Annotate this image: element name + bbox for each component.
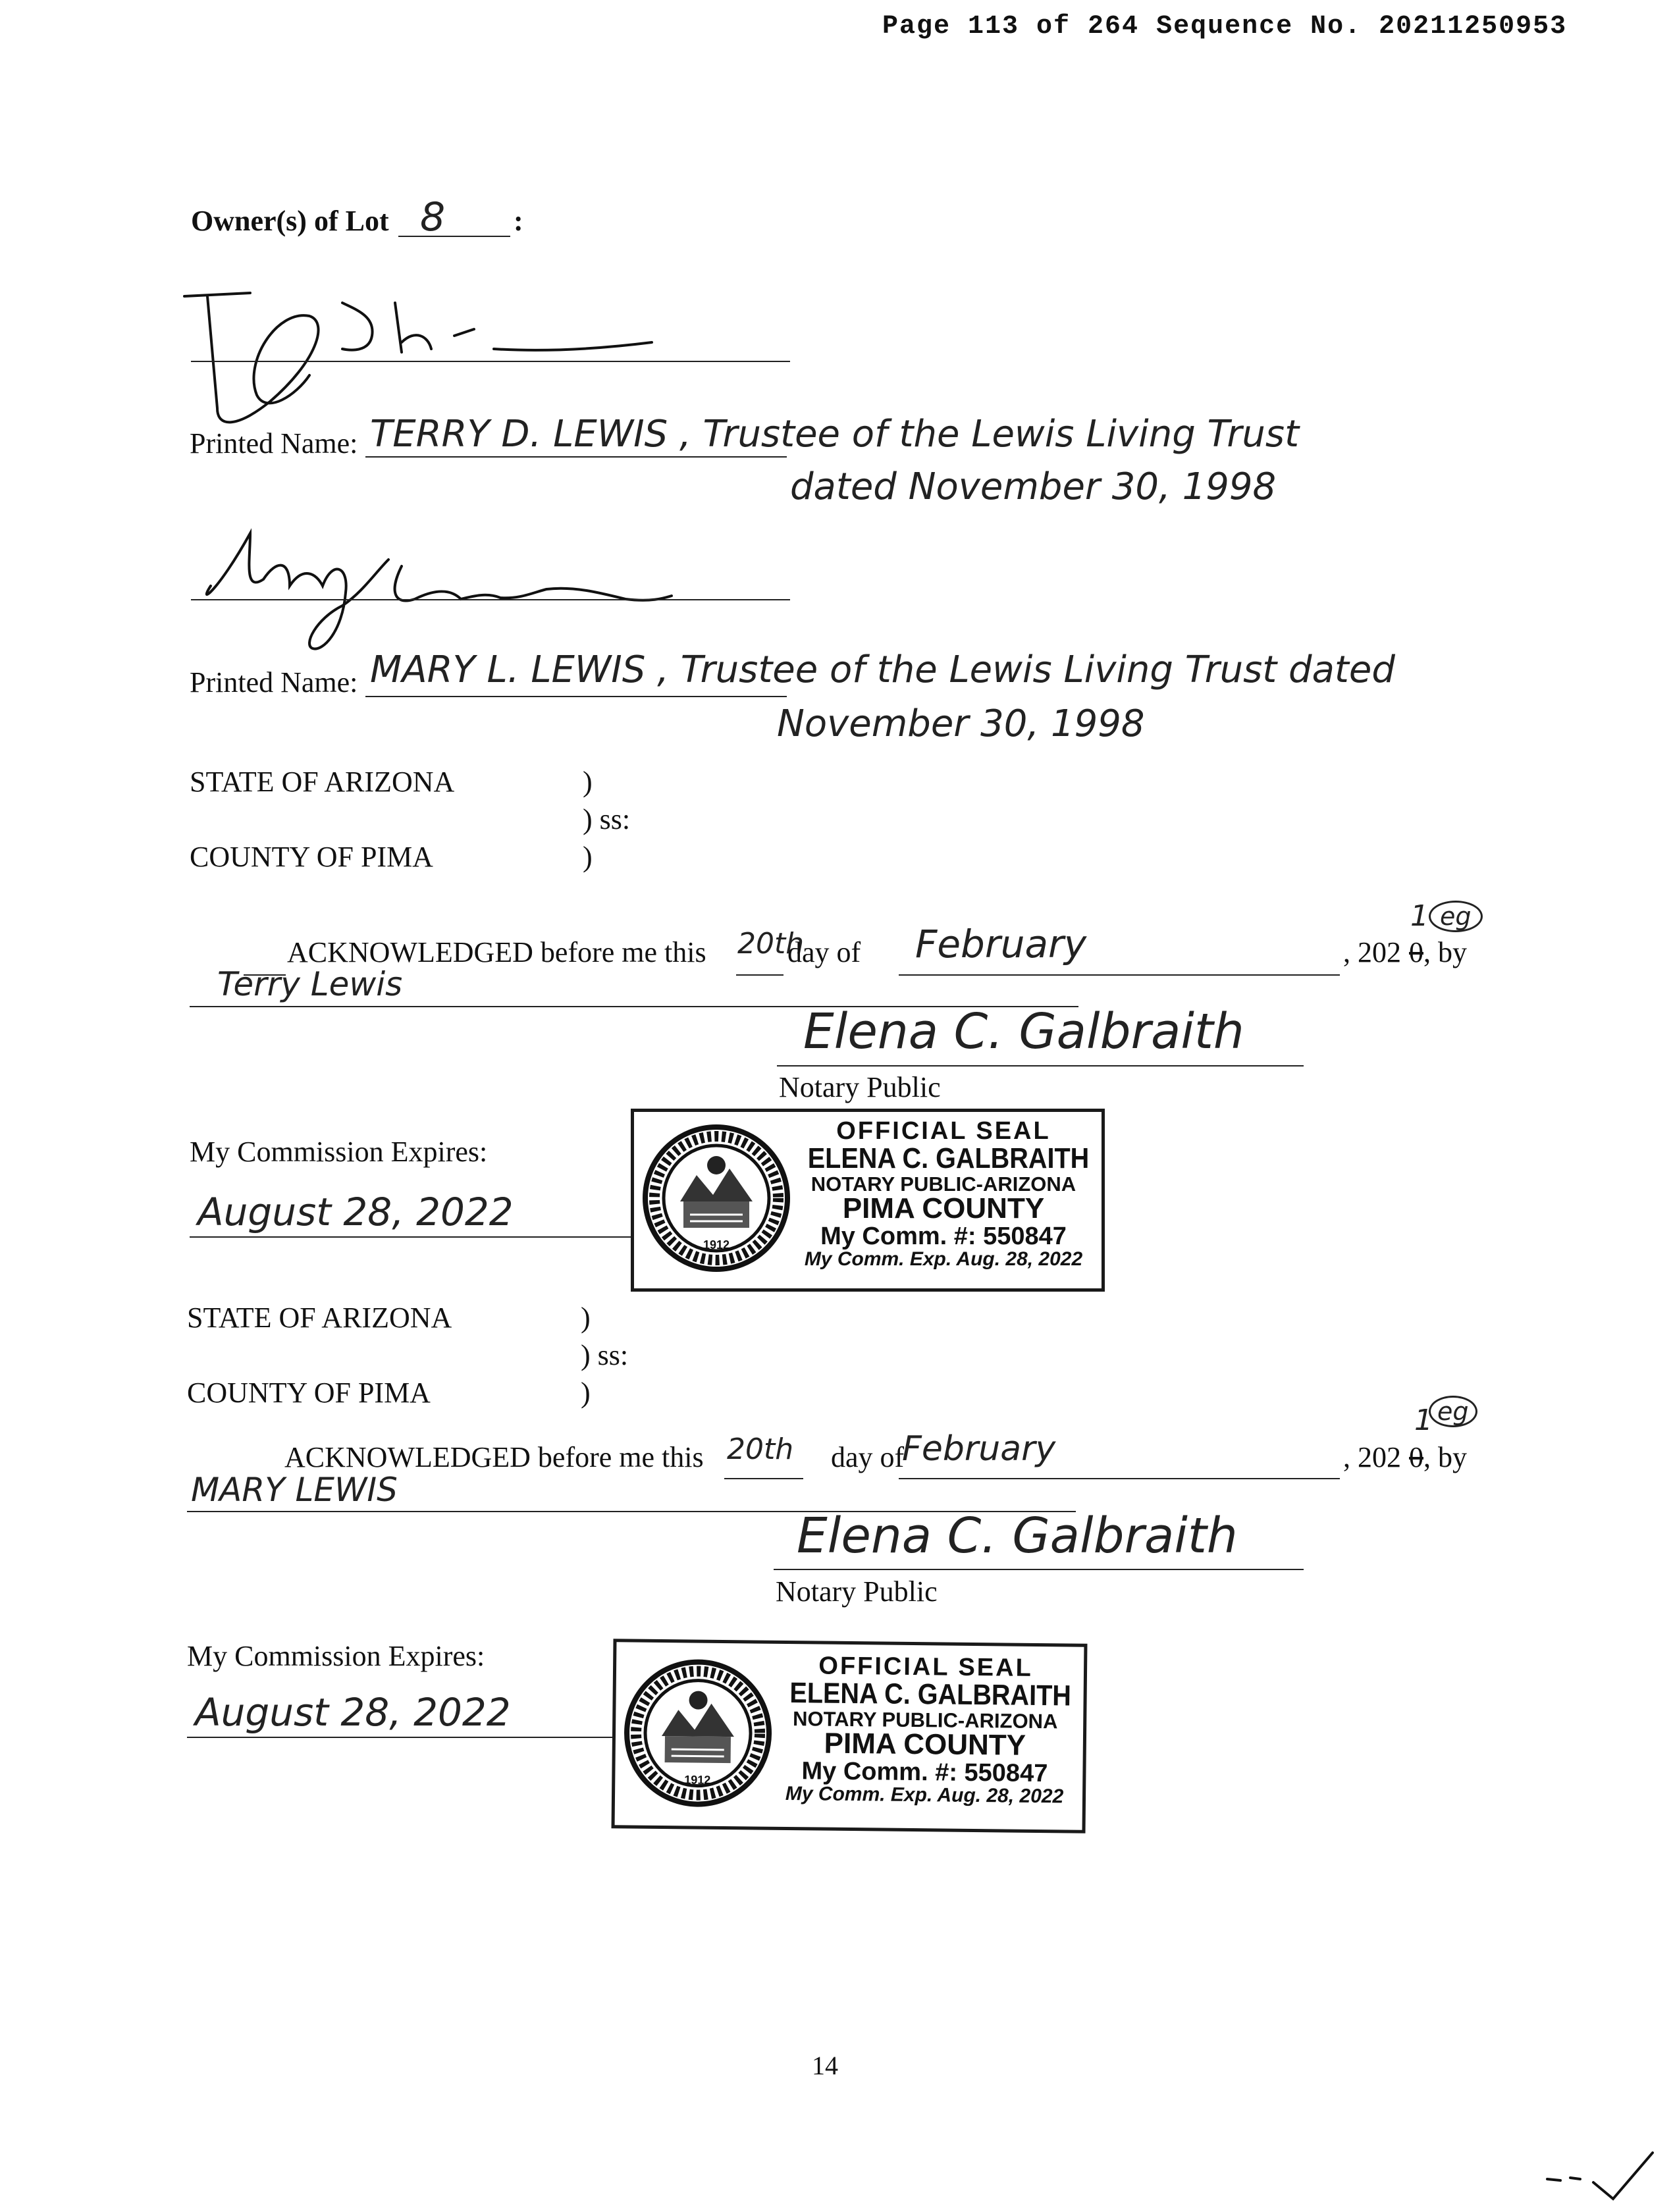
notary-signature-line-2: [774, 1569, 1304, 1570]
seal-title: OFFICIAL SEAL: [818, 1652, 1034, 1682]
emblem-year: 1912: [703, 1238, 730, 1251]
seal-notary-state: NOTARY PUBLIC-ARIZONA: [810, 1172, 1076, 1196]
ack-year-prefix-2: , 202: [1343, 1441, 1401, 1473]
notary-seal-2: [612, 1639, 1088, 1833]
printed-name-label-2: Printed Name:: [190, 666, 358, 698]
county-label-1: COUNTY OF PIMA: [190, 841, 433, 873]
checkmark-icon: [1541, 2140, 1659, 2205]
paren-2a: ): [581, 1302, 591, 1334]
state-label-2: STATE OF ARIZONA: [187, 1302, 452, 1334]
seal-title: OFFICIAL SEAL: [836, 1117, 1051, 1145]
county-label-2: COUNTY OF PIMA: [187, 1377, 431, 1409]
seal-county: PIMA COUNTY: [842, 1192, 1045, 1225]
printed-name-1-line1: TERRY D. LEWIS , Trustee of the Lewis Living Trust: [370, 413, 1300, 456]
ack-year-prefix-1: , 202: [1343, 936, 1401, 968]
ack-name-2: MARY LEWIS: [191, 1471, 398, 1509]
ack-by-2: , by: [1423, 1441, 1467, 1473]
ack-text-1: ACKNOWLEDGED before me this: [287, 936, 706, 968]
signature-scribble-1: [178, 276, 678, 434]
printed-name-line-2: [365, 696, 787, 697]
notary-seal-1: [631, 1109, 1105, 1292]
seal-comm-number: My Comm. #: 550847: [820, 1223, 1067, 1251]
seal-text-1: [792, 1119, 1095, 1269]
commission-label-2: My Commission Expires:: [187, 1640, 485, 1672]
ss-label-1: ) ss:: [583, 803, 631, 835]
ack-day-2: 20th: [727, 1433, 794, 1466]
signature-line-2: [191, 599, 790, 600]
seal-comm-number: My Comm. #: 550847: [801, 1757, 1048, 1788]
ack-year-correction-2: 1: [1414, 1404, 1433, 1437]
ack-day-of-2: day of: [831, 1441, 905, 1473]
notary-signature-2: Elena C. Galbraith: [797, 1508, 1238, 1564]
ack-month-2: February: [902, 1429, 1056, 1469]
commission-date-1: August 28, 2022: [198, 1190, 514, 1234]
printed-name-line-1: [365, 456, 787, 458]
ack-day-of-1: day of: [787, 936, 861, 968]
state-emblem-icon: [622, 1656, 774, 1809]
paren-1b: ): [583, 841, 593, 873]
owner-lot-colon: :: [514, 205, 523, 237]
seal-comm-expiration: My Comm. Exp. Aug. 28, 2022: [804, 1248, 1083, 1270]
printed-name-label-1: Printed Name:: [190, 427, 358, 460]
ack-month-line-2: [899, 1478, 1340, 1479]
ack-year-correction-1: 1: [1410, 899, 1429, 933]
commission-date-2: August 28, 2022: [195, 1690, 511, 1735]
ack-year-struck-2: 0: [1409, 1441, 1423, 1473]
ack-initials-1: eg: [1429, 901, 1483, 932]
seal-comm-expiration: My Comm. Exp. Aug. 28, 2022: [785, 1782, 1064, 1808]
ack-month-line-1: [899, 974, 1340, 976]
notary-public-label-1: Notary Public: [779, 1071, 941, 1103]
ack-text-2: ACKNOWLEDGED before me this: [284, 1441, 704, 1473]
paren-1a: ): [583, 766, 593, 798]
printed-name-2-line1: MARY L. LEWIS , Trustee of the Lewis Living Trust dated: [370, 648, 1395, 691]
seal-notary-name: ELENA C. GALBRAITH: [807, 1142, 1090, 1174]
seal-notary-name: ELENA C. GALBRAITH: [789, 1676, 1072, 1712]
ack-initials-2: eg: [1429, 1396, 1477, 1427]
seal-text-2: [773, 1653, 1077, 1807]
printed-name-1-line2: dated November 30, 1998: [790, 465, 1277, 508]
ack-day-line-2: [724, 1478, 803, 1479]
emblem-year: 1912: [684, 1773, 711, 1787]
seal-notary-state: NOTARY PUBLIC-ARIZONA: [792, 1706, 1058, 1733]
state-emblem-icon: [641, 1122, 792, 1274]
ack-month-1: February: [915, 922, 1087, 966]
ack-day-line-1: [736, 974, 783, 976]
paren-2b: ): [581, 1377, 591, 1409]
ack-year-struck-1: 0: [1409, 936, 1423, 968]
owner-lot-label: Owner(s) of Lot: [191, 205, 389, 237]
notary-signature-line-1: [777, 1065, 1304, 1066]
lot-number-line: [398, 236, 510, 237]
ack-name-1: Terry Lewis: [217, 965, 403, 1003]
ack-by-1: , by: [1423, 936, 1467, 968]
commission-date-line-1: [190, 1236, 631, 1238]
state-label-1: STATE OF ARIZONA: [190, 766, 455, 798]
notary-signature-1: Elena C. Galbraith: [803, 1003, 1244, 1060]
commission-label-1: My Commission Expires:: [190, 1136, 488, 1168]
lot-number: 8: [420, 194, 446, 240]
notary-public-label-2: Notary Public: [776, 1575, 938, 1608]
page-number: 14: [812, 2051, 838, 2080]
signature-line-1: [191, 361, 790, 362]
commission-date-line-2: [187, 1737, 622, 1738]
printed-name-2-line2: November 30, 1998: [777, 702, 1145, 745]
ack-day-1: 20th: [737, 927, 805, 961]
page-sequence-header: Page 113 of 264 Sequence No. 20211250953: [882, 12, 1568, 41]
ss-label-2: ) ss:: [581, 1339, 629, 1371]
seal-county: PIMA COUNTY: [824, 1727, 1026, 1762]
